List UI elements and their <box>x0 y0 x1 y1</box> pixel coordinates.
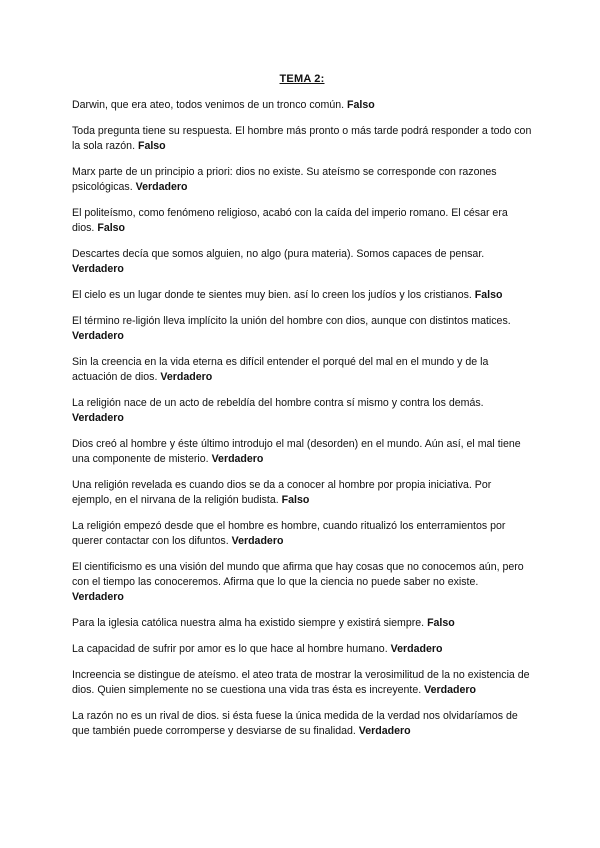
statement-item <box>72 642 532 657</box>
statement-item <box>72 437 532 467</box>
answer-label: Verdadero <box>135 181 188 193</box>
statement-item <box>72 668 532 698</box>
statement-text: La religión nace de un acto de rebeldía del hombre contra sí mismo y contra los demás. <box>72 397 484 409</box>
answer-label: Verdadero <box>390 643 443 655</box>
answer-label: Falso <box>137 140 166 152</box>
answer-label: Verdadero <box>358 725 411 737</box>
statement-item <box>72 616 532 631</box>
statement-item <box>72 560 532 605</box>
statement-text: El politeísmo, como fenómeno religioso, acabó con la caída del imperio romano. El césar era dios. <box>72 207 508 234</box>
answer-label: Verdadero <box>72 591 124 603</box>
answer-label: Verdadero <box>72 330 124 342</box>
answer-label: Falso <box>281 494 310 506</box>
answer-label: Falso <box>347 99 375 111</box>
statement-item <box>72 519 532 549</box>
statement-item <box>72 288 532 303</box>
answer-label: Verdadero <box>160 371 213 383</box>
statement-item <box>72 355 532 385</box>
statement-text: La capacidad de sufrir por amor es lo que hace al hombre humano. <box>72 643 388 655</box>
statement-text: Darwin, que era ateo, todos venimos de un tronco común. <box>72 99 345 111</box>
statement-text: Para la iglesia católica nuestra alma ha existido siempre y existirá siempre. <box>72 617 425 629</box>
statement-item <box>72 314 532 344</box>
statement-item <box>72 98 532 113</box>
document-page <box>72 72 532 750</box>
statement-text: El término re-ligión lleva implícito la unión del hombre con dios, aunque con distintos matices. <box>72 315 511 327</box>
statement-text: El cielo es un lugar donde te sientes muy bien. así lo creen los judíos y los cristianos. <box>72 289 472 301</box>
statement-item <box>72 396 532 426</box>
statement-item <box>72 247 532 277</box>
statement-item <box>72 206 532 236</box>
statement-text: Dios creó al hombre y éste último introdujo el mal (desorden) en el mundo. Aún así, el mal tiene una componente de misterio. <box>72 438 521 465</box>
statement-item <box>72 478 532 508</box>
statement-text: Toda pregunta tiene su respuesta. El hombre más pronto o más tarde podrá responder a todo con la sola razón. <box>72 125 532 152</box>
statement-item <box>72 165 532 195</box>
statement-item <box>72 709 532 739</box>
answer-label: Verdadero <box>72 263 124 275</box>
statement-text: La razón no es un rival de dios. si ésta fuese la única medida de la verdad nos olvidaríamos de que también puede corromperse y desviarse de su finalidad. <box>72 710 518 737</box>
statement-list <box>72 98 532 739</box>
answer-label: Falso <box>474 289 503 301</box>
page-title: TEMA 2: <box>279 73 325 85</box>
statement-text: Descartes decía que somos alguien, no algo (pura materia). Somos capaces de pensar. <box>72 248 485 260</box>
answer-label: Verdadero <box>424 684 476 696</box>
answer-label: Verdadero <box>72 412 124 424</box>
statement-text: La religión empezó desde que el hombre es hombre, cuando ritualizó los enterramientos por querer contactar con los difuntos. <box>72 520 506 547</box>
statement-text: Sin la creencia en la vida eterna es difícil entender el porqué del mal en el mundo y de la actuación de dios. <box>72 356 489 383</box>
answer-label: Verdadero <box>211 453 264 465</box>
statement-text: Marx parte de un principio a priori: dios no existe. Su ateísmo se corresponde con razones psicológicas. <box>72 166 497 193</box>
statement-item <box>72 124 532 154</box>
statement-text: El cientificismo es una visión del mundo que afirma que hay cosas que no conocemos aún, pero con el tiempo las conoceremos. Afirma que lo que la ciencia no puede saber no existe. <box>72 561 524 588</box>
answer-label: Verdadero <box>231 535 284 547</box>
answer-label: Falso <box>97 222 126 234</box>
answer-label: Falso <box>427 617 455 629</box>
statement-text: Increencia se distingue de ateísmo. el ateo trata de mostrar la verosimilitud de la no existencia de dios. Quien simplemente no se cuestiona una vida tras ésta es increyente. <box>72 669 530 696</box>
statement-text: Una religión revelada es cuando dios se da a conocer al hombre por propia iniciativa. Por ejemplo, en el nirvana de la religión budista. <box>72 479 492 506</box>
